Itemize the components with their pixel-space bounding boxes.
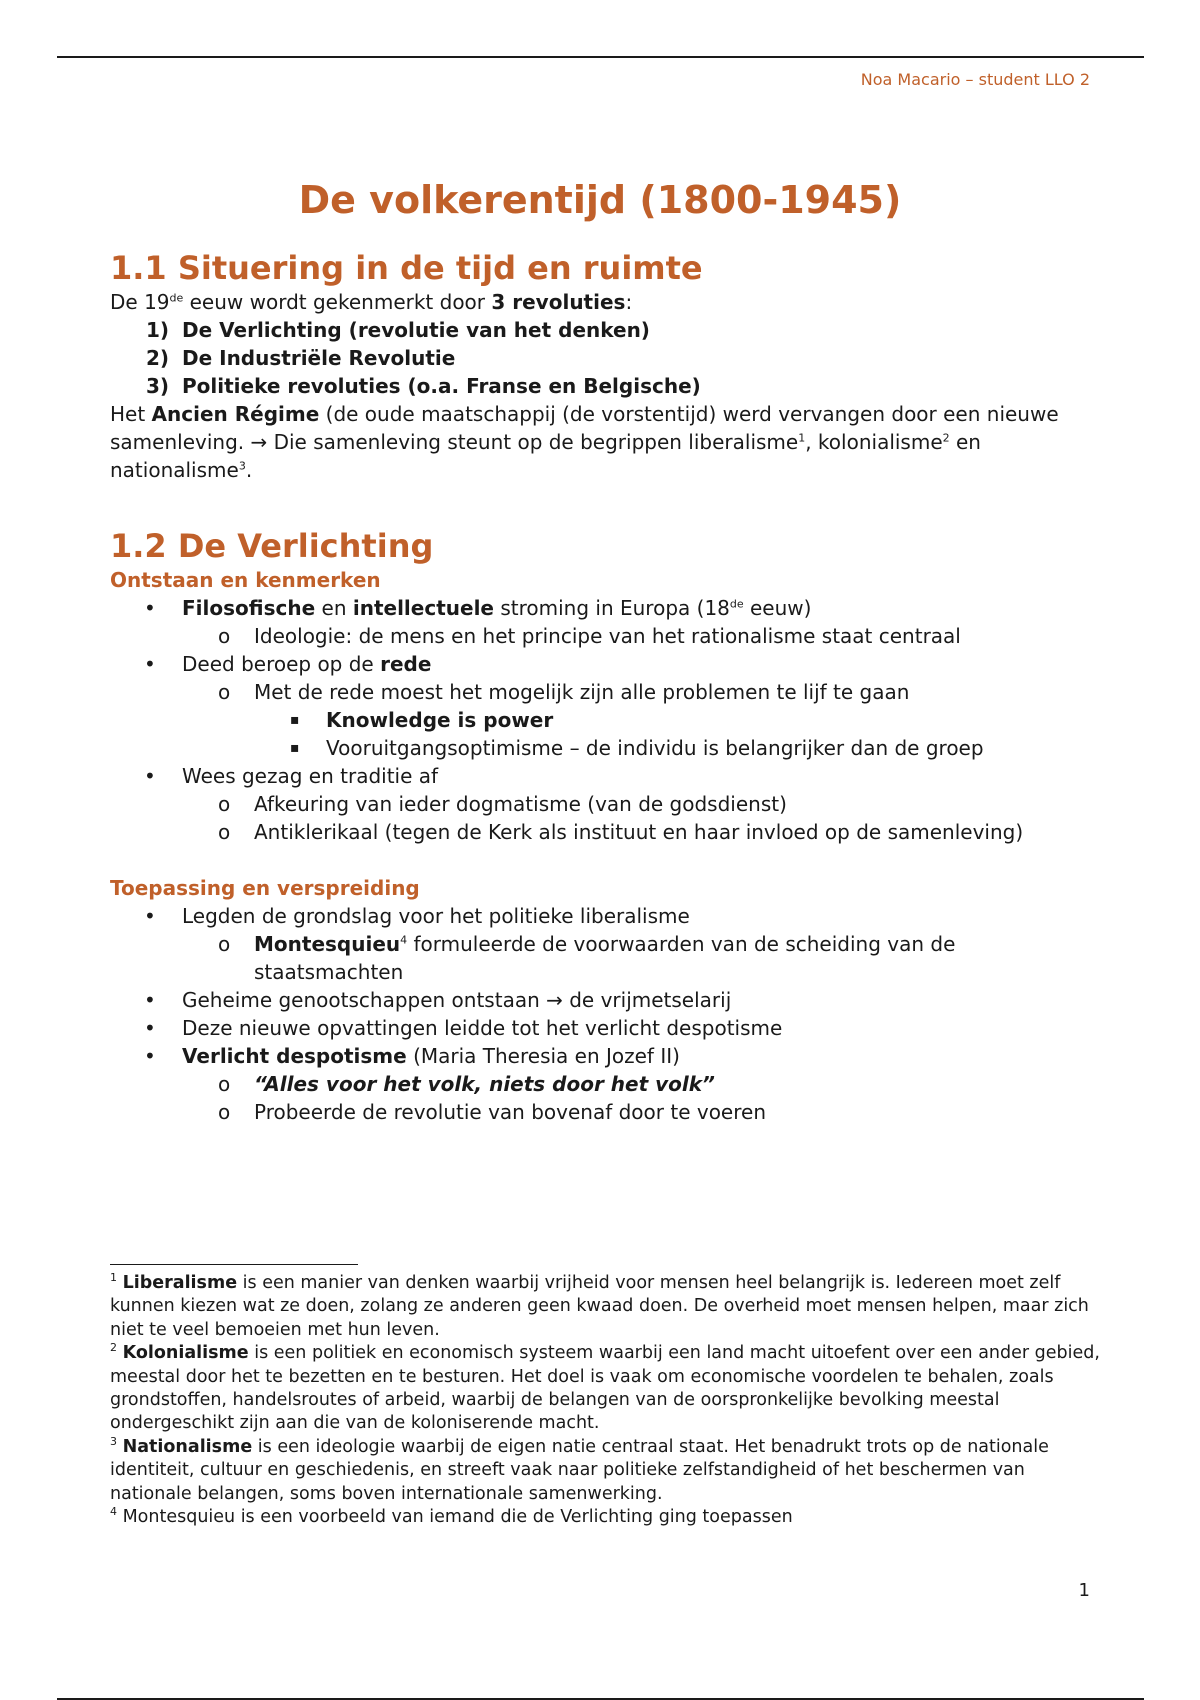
list-item: o Antiklerikaal (tegen de Kerk als instituut en haar invloed op de samenleving) (182, 818, 1110, 846)
footnote-3: $^3$ Nationalisme is een ideologie waarbij de eigen natie centraal staat. Het benadrukt trots op de nationale identiteit, cultuur en geschiedenis, en streeft vaak naar politieke zelfstandigheid of het beschermen van nationale belangen, soms boven internationale samenwerking. (110, 1435, 1049, 1504)
list-item: • Wees gezag en traditie af o Afkeuring van ieder dogmatisme (van de godsdienst) o Antiklerikaal (tegen de Kerk als instituut en haar invloed op de samenleving) (110, 762, 1110, 846)
list-item: o Ideologie: de mens en het principe van het rationalisme staat centraal (182, 622, 1110, 650)
intro-paragraph: De 19de eeuw wordt gekenmerkt door 3 revoluties: (110, 290, 633, 314)
page-number: 1 (1078, 1580, 1090, 1601)
list-item: ▪ Vooruitgangsoptimisme – de individu is belangrijker dan de groep (254, 734, 1110, 762)
list-item: • Deed beroep op de rede o Met de rede moest het mogelijk zijn alle problemen te lijf te gaan ▪ Knowledge is power ▪ Vooruitgangsoptimisme – de individu is belangrijker dan de groep (110, 650, 1110, 762)
document-body (110, 248, 1110, 1126)
list-item: o “Alles voor het volk, niets door het volk” (182, 1070, 1110, 1098)
ancien-regime-paragraph: Het Ancien Régime (de oude maatschappij (de vorstentijd) werd vervangen door een nieuwe samenleving. → Die samenleving steunt op de begrippen liberalisme$^1$, kolonialisme$^2$ en nationalisme$^3$. (110, 402, 1059, 482)
section-heading-1-1: 1.1 Situering in de tijd en ruimte (110, 249, 703, 287)
subheading-ontstaan: Ontstaan en kenmerken (110, 568, 381, 592)
header-rule (57, 56, 1144, 58)
footnote-4: $^4$ Montesquieu is een voorbeeld van iemand die de Verlichting ging toepassen (110, 1505, 793, 1528)
list-item: 1) De Verlichting (revolutie van het denken) (146, 318, 650, 342)
header-author: Noa Macario – student LLO 2 (860, 70, 1090, 89)
subheading-toepassing: Toepassing en verspreiding (110, 876, 420, 900)
list-item: o Met de rede moest het mogelijk zijn alle problemen te lijf te gaan ▪ Knowledge is power ▪ Vooruitgangsoptimisme – de individu is belangrijker dan de groep (182, 678, 1110, 762)
list-item: o Montesquieu$^4$ formuleerde de voorwaarden van de scheiding van de staatsmachten (182, 930, 1110, 986)
list-item: • Verlicht despotisme (Maria Theresia en Jozef II) o “Alles voor het volk, niets door het volk” o Probeerde de revolutie van bovenaf door te voeren (110, 1042, 1110, 1126)
footnote-2: $^2$ Kolonialisme is een politiek en economisch systeem waarbij een land macht uitoefent over een ander gebied, meestal door het te bezetten en te besturen. Het doel is vaak om economische voordelen te behalen, zoals grondstoffen, handelsroutes of arbeid, waarbij de belangen van de oorspronkelijke bevolking meestal ondergeschikt zijn aan die van de koloniserende macht. (110, 1341, 1100, 1434)
list-item: o Probeerde de revolutie van bovenaf door te voeren (182, 1098, 1110, 1126)
toepassing-list (110, 902, 1110, 1126)
section-heading-1-2: 1.2 De Verlichting (110, 527, 434, 565)
kenmerken-list (110, 594, 1110, 846)
list-item: • Filosofische en intellectuele stroming in Europa (18de eeuw) o Ideologie: de mens en het principe van het rationalisme staat centraal (110, 594, 1110, 650)
footnote-separator (110, 1264, 358, 1265)
footnote-1: $^1$ Liberalisme is een manier van denken waarbij vrijheid voor mensen heel belangrijk is. Iedereen moet zelf kunnen kiezen wat ze doen, zolang ze anderen geen kwaad doen. De overheid moet mensen helpen, maar zich niet te veel bemoeien met hun leven. (110, 1271, 1089, 1340)
list-item: 2) De Industriële Revolutie (146, 346, 456, 370)
list-item: • Geheime genootschappen ontstaan → de vrijmetselarij (110, 986, 1110, 1014)
list-item: o Afkeuring van ieder dogmatisme (van de godsdienst) (182, 790, 1110, 818)
list-item: 3) Politieke revoluties (o.a. Franse en Belgische) (146, 374, 701, 398)
footnotes (110, 1272, 1110, 1529)
list-item: • Legden de grondslag voor het politieke liberalisme o Montesquieu$^4$ formuleerde de voorwaarden van de scheiding van de staatsmachten (110, 902, 1110, 986)
revolutions-list (110, 316, 1110, 400)
list-item: • Deze nieuwe opvattingen leidde tot het verlicht despotisme (110, 1014, 1110, 1042)
list-item: ▪ Knowledge is power (254, 706, 1110, 734)
document-title: De volkerentijd (1800-1945) (298, 178, 902, 222)
